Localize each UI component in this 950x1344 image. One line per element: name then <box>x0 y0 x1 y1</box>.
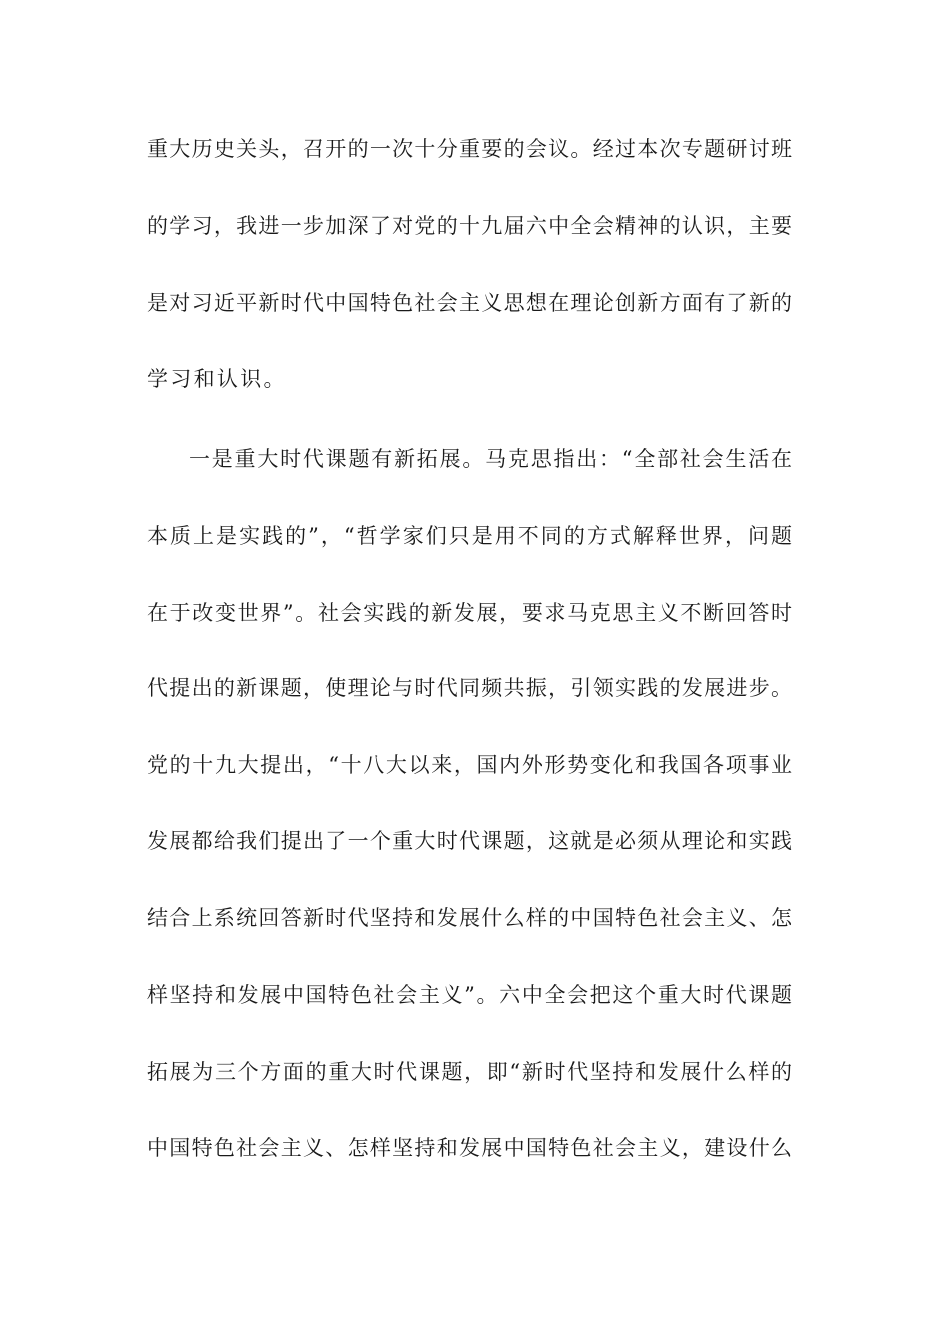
paragraph-line: 党的十九大提出，“十八大以来，国内外形势变化和我国各项事业 <box>147 753 792 777</box>
paragraph-line: 一是重大时代课题有新拓展。马克思指出：“全部社会生活在 <box>189 447 792 471</box>
paragraph-line: 是对习近平新时代中国特色社会主义思想在理论创新方面有了新的 <box>147 291 792 315</box>
paragraph-line: 代提出的新课题，使理论与时代同频共振，引领实践的发展进步。 <box>147 676 792 700</box>
paragraph-line: 样坚持和发展中国特色社会主义”。六中全会把这个重大时代课题 <box>147 983 792 1007</box>
paragraph-line: 在于改变世界”。社会实践的新发展，要求马克思主义不断回答时 <box>147 601 792 625</box>
paragraph-line: 中国特色社会主义、怎样坚持和发展中国特色社会主义，建设什么 <box>147 1136 792 1160</box>
paragraph-line: 发展都给我们提出了一个重大时代课题，这就是必须从理论和实践 <box>147 829 792 853</box>
paragraph-line: 学习和认识。 <box>147 367 287 391</box>
paragraph-line: 重大历史关头，召开的一次十分重要的会议。经过本次专题研讨班 <box>147 137 792 161</box>
paragraph-line: 拓展为三个方面的重大时代课题，即“新时代坚持和发展什么样的 <box>147 1060 792 1084</box>
paragraph-line: 本质上是实践的”，“哲学家们只是用不同的方式解释世界，问题 <box>147 524 792 548</box>
paragraph-line: 结合上系统回答新时代坚持和发展什么样的中国特色社会主义、怎 <box>147 906 792 930</box>
paragraph-line: 的学习，我进一步加深了对党的十九届六中全会精神的认识，主要 <box>147 214 792 238</box>
